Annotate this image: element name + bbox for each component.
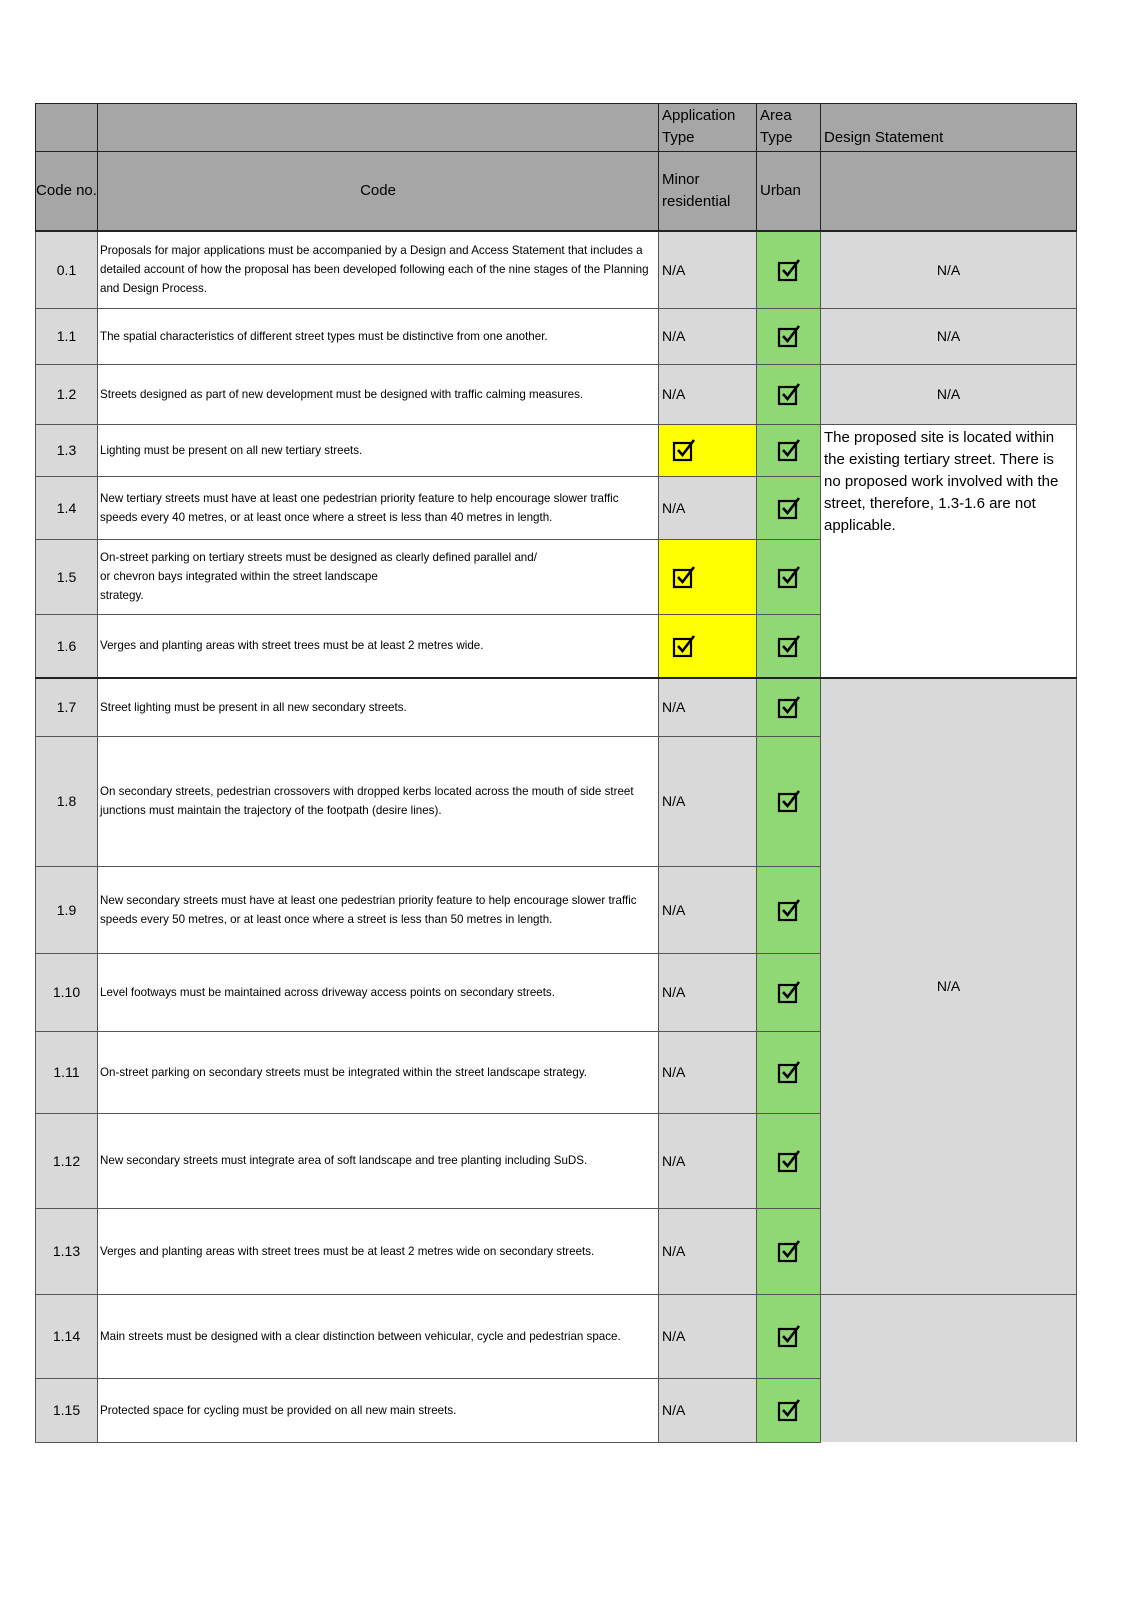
- compliance-table: [35, 103, 1077, 1443]
- code-number: 1.2: [36, 364, 98, 424]
- code-number: 1.15: [36, 1378, 98, 1442]
- code-number: 1.9: [36, 866, 98, 953]
- application-status: N/A: [659, 866, 757, 953]
- area-check: [757, 364, 821, 424]
- area-check: [757, 424, 821, 476]
- header-application-type: Application Type: [659, 104, 757, 152]
- code-text: Verges and planting areas with street trees must be at least 2 metres wide on secondary streets.: [98, 1208, 659, 1294]
- application-status: N/A: [659, 1294, 757, 1378]
- area-check: [757, 1031, 821, 1113]
- application-status: N/A: [659, 476, 757, 539]
- checkbox-checked-icon: [777, 1060, 801, 1084]
- application-check: [659, 614, 757, 678]
- code-text: On-street parking on secondary streets must be integrated within the street landscape strategy.: [98, 1031, 659, 1113]
- header-blank-1: [36, 104, 98, 152]
- checkbox-checked-icon: [777, 324, 801, 348]
- application-status: N/A: [659, 231, 757, 308]
- checkbox-checked-icon: [777, 1239, 801, 1263]
- table-row: [36, 364, 1077, 424]
- code-number: 1.12: [36, 1113, 98, 1208]
- code-text: Protected space for cycling must be provided on all new main streets.: [98, 1378, 659, 1442]
- code-text: Verges and planting areas with street trees must be at least 2 metres wide.: [98, 614, 659, 678]
- application-status: N/A: [659, 1208, 757, 1294]
- header-application-value: Minor residential: [659, 152, 757, 232]
- header-design-statement: Design Statement: [821, 104, 1077, 152]
- code-number: 1.14: [36, 1294, 98, 1378]
- checkbox-checked-icon: [777, 695, 801, 719]
- checkbox-checked-icon: [777, 258, 801, 282]
- code-text: Main streets must be designed with a clear distinction between vehicular, cycle and pedestrian space.: [98, 1294, 659, 1378]
- header-design-blank: [821, 152, 1077, 232]
- design-statement: N/A: [821, 231, 1077, 308]
- checkbox-checked-icon: [777, 898, 801, 922]
- header-area-value: Urban: [757, 152, 821, 232]
- header-row-bottom: [36, 152, 1077, 232]
- checkbox-checked-icon: [777, 1324, 801, 1348]
- code-text: Street lighting must be present in all new secondary streets.: [98, 678, 659, 736]
- code-number: 1.13: [36, 1208, 98, 1294]
- table-row: [36, 231, 1077, 308]
- area-check: [757, 736, 821, 866]
- design-statement-secondary: N/A: [821, 678, 1077, 1294]
- application-status: N/A: [659, 953, 757, 1031]
- area-check: [757, 953, 821, 1031]
- header-code-no: Code no.: [36, 152, 98, 232]
- area-check: [757, 614, 821, 678]
- area-check: [757, 866, 821, 953]
- table-row: [36, 308, 1077, 364]
- code-number: 0.1: [36, 231, 98, 308]
- area-check: [757, 1208, 821, 1294]
- table-row: [36, 1294, 1077, 1378]
- code-text: New tertiary streets must have at least one pedestrian priority feature to help encourage slower traffic speeds every 40 metres, or at least once where a street is less than 40 metres in length.: [98, 476, 659, 539]
- design-statement: N/A: [821, 364, 1077, 424]
- table-row: [36, 678, 1077, 736]
- code-text: Lighting must be present on all new tertiary streets.: [98, 424, 659, 476]
- application-status: N/A: [659, 1113, 757, 1208]
- header-area-type: Area Type: [757, 104, 821, 152]
- area-check: [757, 678, 821, 736]
- area-check: [757, 308, 821, 364]
- design-statement-main: [821, 1294, 1077, 1442]
- code-text: On secondary streets, pedestrian crossovers with dropped kerbs located across the mouth of side street junctions must maintain the trajectory of the footpath (desire lines).: [98, 736, 659, 866]
- checkbox-checked-icon: [672, 634, 696, 658]
- checkbox-checked-icon: [777, 496, 801, 520]
- header-blank-2: [98, 104, 659, 152]
- application-status: N/A: [659, 1378, 757, 1442]
- application-check: [659, 424, 757, 476]
- area-check: [757, 1378, 821, 1442]
- header-code: Code: [98, 152, 659, 232]
- checkbox-checked-icon: [777, 789, 801, 813]
- application-status: N/A: [659, 736, 757, 866]
- header-row-top: [36, 104, 1077, 152]
- design-statement: N/A: [821, 308, 1077, 364]
- application-status: N/A: [659, 678, 757, 736]
- application-status: N/A: [659, 1031, 757, 1113]
- code-number: 1.10: [36, 953, 98, 1031]
- code-number: 1.4: [36, 476, 98, 539]
- checkbox-checked-icon: [777, 382, 801, 406]
- area-check: [757, 231, 821, 308]
- code-number: 1.7: [36, 678, 98, 736]
- checkbox-checked-icon: [777, 565, 801, 589]
- design-statement-tertiary: The proposed site is located within the existing tertiary street. There is no proposed work involved with the street, therefore, 1.3-1.6 are not applicable.: [821, 424, 1077, 678]
- code-number: 1.5: [36, 539, 98, 614]
- code-text: The spatial characteristics of different street types must be distinctive from one another.: [98, 308, 659, 364]
- code-text: New secondary streets must have at least one pedestrian priority feature to help encourage slower traffic speeds every 50 metres, or at least once where a street is less than 50 metres in length.: [98, 866, 659, 953]
- code-text: New secondary streets must integrate area of soft landscape and tree planting including SuDS.: [98, 1113, 659, 1208]
- code-number: 1.11: [36, 1031, 98, 1113]
- checkbox-checked-icon: [777, 438, 801, 462]
- table-row: [36, 424, 1077, 476]
- code-number: 1.8: [36, 736, 98, 866]
- application-status: N/A: [659, 364, 757, 424]
- checkbox-checked-icon: [777, 980, 801, 1004]
- code-text: Level footways must be maintained across driveway access points on secondary streets.: [98, 953, 659, 1031]
- code-text: Proposals for major applications must be accompanied by a Design and Access Statement that includes a detailed account of how the proposal has been developed following each of the nine stages of the Planning and Design Process.: [98, 231, 659, 308]
- code-number: 1.1: [36, 308, 98, 364]
- application-status: N/A: [659, 308, 757, 364]
- area-check: [757, 539, 821, 614]
- checkbox-checked-icon: [672, 438, 696, 462]
- checkbox-checked-icon: [672, 565, 696, 589]
- area-check: [757, 1113, 821, 1208]
- checkbox-checked-icon: [777, 1149, 801, 1173]
- code-text: On-street parking on tertiary streets must be designed as clearly defined parallel and/ or chevron bays integrated within the street landscape strategy.: [98, 539, 659, 614]
- application-check: [659, 539, 757, 614]
- area-check: [757, 1294, 821, 1378]
- code-text: Streets designed as part of new development must be designed with traffic calming measures.: [98, 364, 659, 424]
- code-number: 1.6: [36, 614, 98, 678]
- code-number: 1.3: [36, 424, 98, 476]
- checkbox-checked-icon: [777, 1398, 801, 1422]
- checkbox-checked-icon: [777, 634, 801, 658]
- area-check: [757, 476, 821, 539]
